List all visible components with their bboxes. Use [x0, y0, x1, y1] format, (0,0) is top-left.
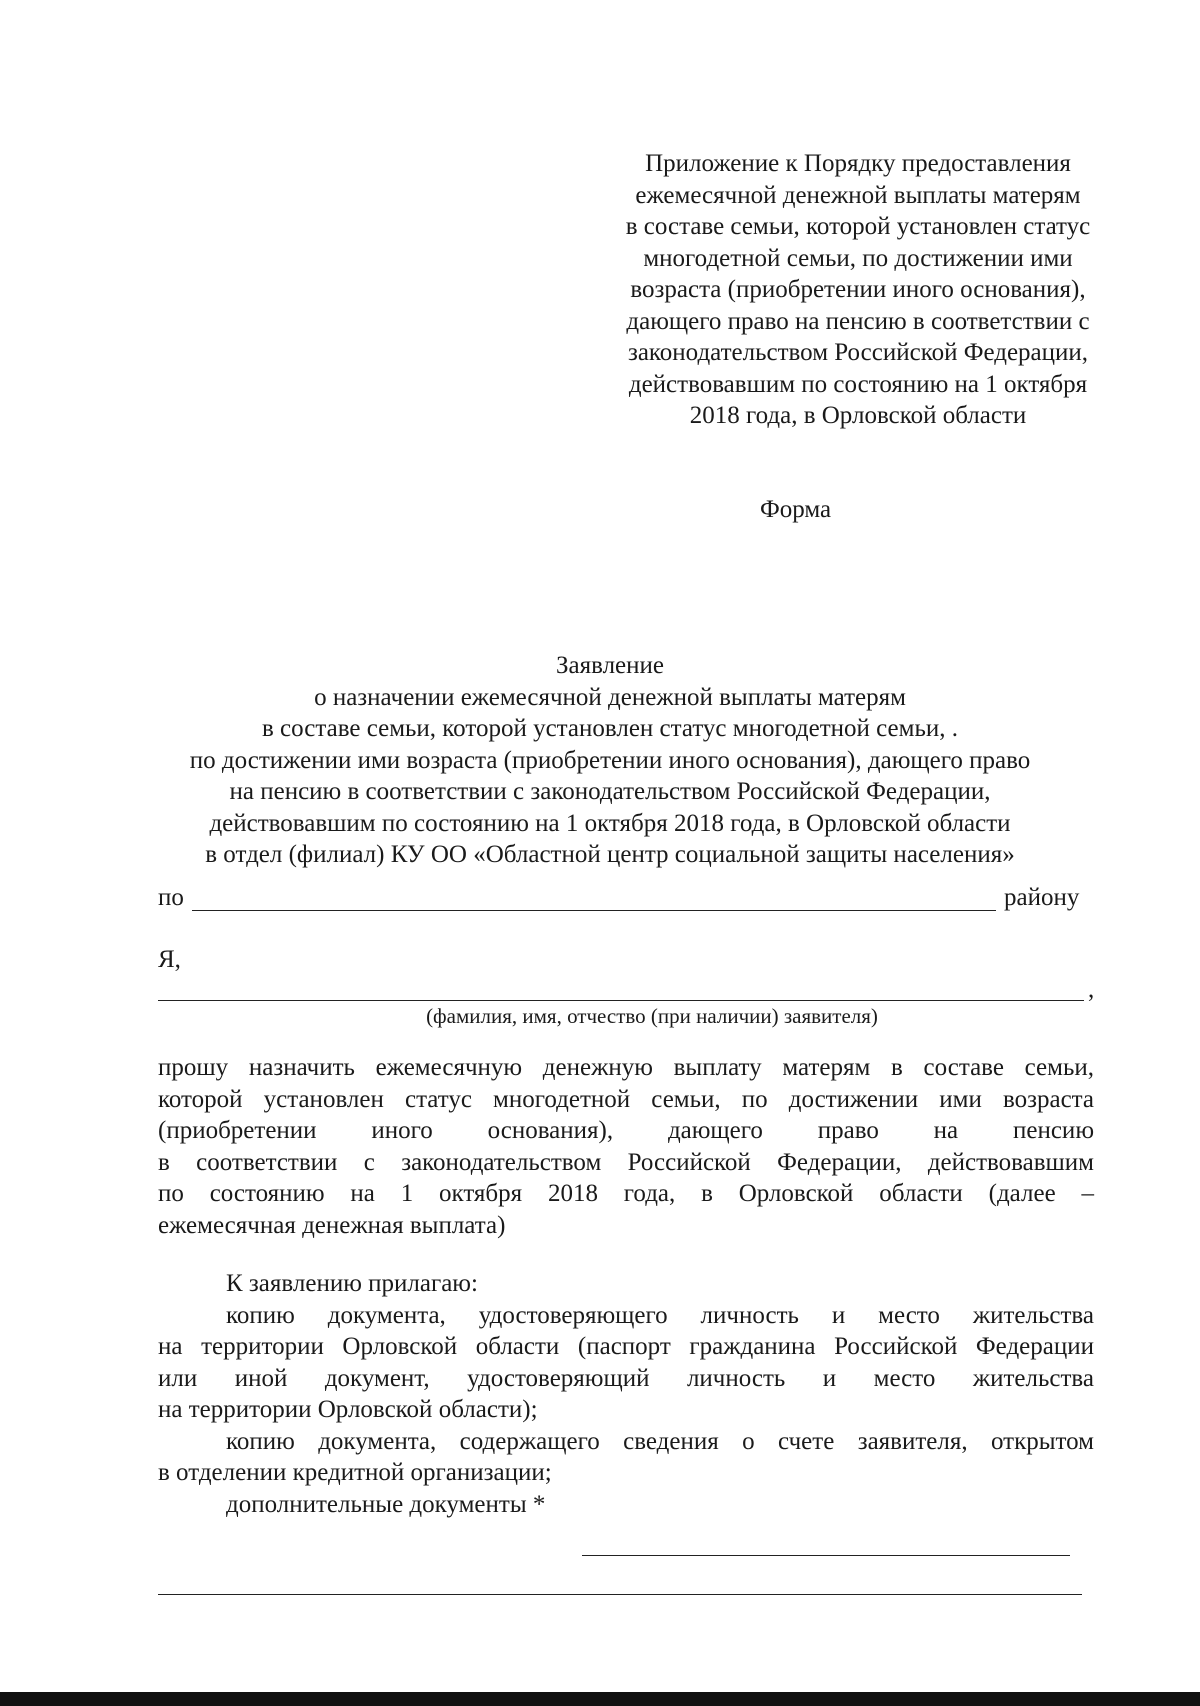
form-label: Форма — [760, 496, 832, 523]
annex-line: 2018 года, в Орловской области — [689, 402, 1027, 429]
annex-line: законодательством Российской Федерации, — [627, 339, 1089, 366]
title-line: на пенсию в соответствии с законодательством Российской Федерации, — [229, 778, 991, 805]
request-line: прошу назначить ежемесячную денежную выплату матерям в составе семьи, — [158, 1054, 1094, 1081]
district-suffix: району — [1004, 884, 1080, 911]
scan-edge — [0, 1692, 1200, 1706]
attachment-item-3: дополнительные документы * — [226, 1490, 546, 1518]
title-line: в отдел (филиал) КУ ОО «Областной центр социальной защиты населения» — [205, 841, 1015, 868]
title-line: по достижении ими возраста (приобретении иного основания), дающего право — [189, 746, 1031, 774]
attachments-intro: К заявлению прилагаю: — [226, 1270, 478, 1297]
title-line: о назначении ежемесячной денежной выплаты матерям — [314, 683, 906, 711]
annex-header — [598, 148, 1118, 432]
additional-docs-line[interactable] — [582, 1555, 1070, 1556]
request-line: которой установлен статус многодетной семьи, по достижении ими возраста — [158, 1085, 1094, 1113]
annex-line: действовавшим по состоянию на 1 октября — [628, 370, 1088, 398]
title-heading: Заявление — [555, 652, 665, 679]
attachment-item-1: на территории Орловской области); — [158, 1396, 538, 1423]
applicant-prefix: Я, — [158, 946, 181, 973]
applicant-comma: , — [1088, 976, 1095, 1003]
application-title — [140, 650, 1080, 871]
attachments-section — [158, 1268, 1094, 1520]
annex-line: в составе семьи, которой установлен статус — [625, 213, 1091, 240]
attachment-item-1: или иной документ, удостоверяющий личность и место жительства — [158, 1364, 1094, 1392]
district-input-line[interactable] — [192, 910, 996, 911]
annex-line: возраста (приобретении иного основания), — [630, 276, 1086, 303]
annex-line: дающего право на пенсию в соответствии с — [626, 307, 1090, 335]
title-line: действовавшим по состоянию на 1 октября 2018 года, в Орловской области — [209, 809, 1011, 837]
district-prefix: по — [158, 884, 184, 911]
attachment-item-1: копию документа, удостоверяющего личность и место жительства — [226, 1301, 1094, 1329]
request-line: ежемесячная денежная выплата) — [158, 1211, 506, 1239]
request-line: в соответствии с законодательством Российской Федерации, действовавшим — [158, 1148, 1094, 1176]
additional-docs-line-2[interactable] — [158, 1594, 1082, 1595]
request-line: (приобретении иного основания), дающего право на пенсию — [158, 1117, 1094, 1144]
applicant-name-line[interactable] — [158, 1000, 1084, 1001]
request-line: по состоянию на 1 октября 2018 года, в Орловской области (далее – — [158, 1180, 1094, 1207]
attachment-item-1: на территории Орловской области (паспорт гражданина Российской Федерации — [158, 1333, 1094, 1360]
annex-line: ежемесячной денежной выплаты матерям — [635, 181, 1081, 209]
title-line: в составе семьи, которой установлен статус многодетной семьи, . — [262, 715, 958, 742]
attachment-item-2: копию документа, содержащего сведения о счете заявителя, открытом — [226, 1427, 1094, 1455]
applicant-caption: (фамилия, имя, отчество (при наличии) заявителя) — [426, 1004, 878, 1028]
annex-line: многодетной семьи, по достижении ими — [643, 244, 1073, 272]
annex-line: Приложение к Порядку предоставления — [645, 150, 1071, 177]
request-paragraph — [158, 1052, 1094, 1241]
attachment-item-2: в отделении кредитной организации; — [158, 1459, 552, 1486]
